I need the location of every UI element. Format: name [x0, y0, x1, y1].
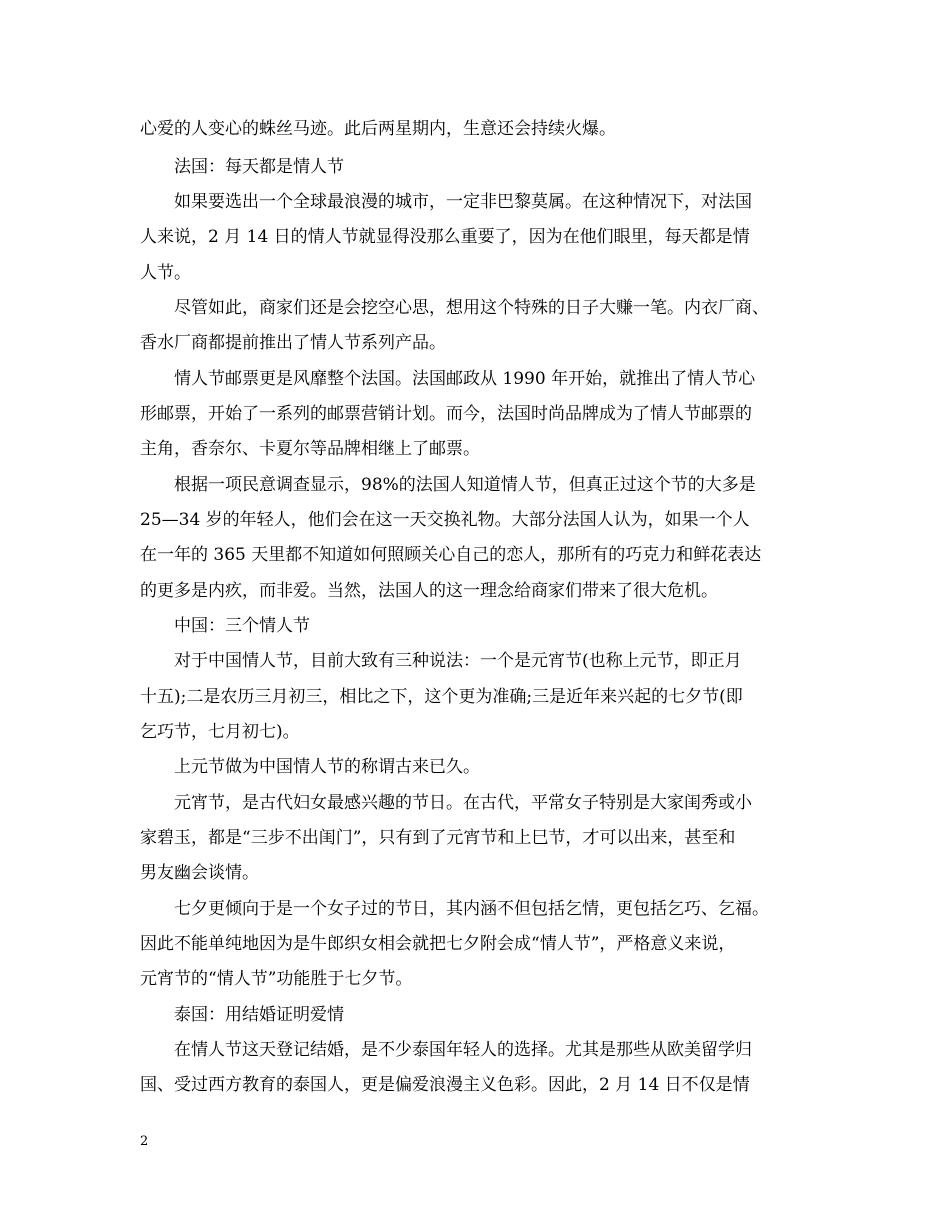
- section-heading-thailand: 泰国：用结婚证明爱情: [140, 1005, 344, 1025]
- paragraph-line: 在一年的 365 天里都不知道如何照顾关心自己的恋人，那所有的巧克力和鲜花表达: [140, 545, 762, 565]
- section-heading-china: 中国：三个情人节: [140, 616, 310, 636]
- paragraph-line: 十五);二是农历三月初三，相比之下，这个更为准确;三是近年来兴起的七夕节(即: [140, 687, 743, 707]
- paragraph-line: 主角，香奈尔、卡夏尔等品牌相继上了邮票。: [140, 439, 480, 459]
- section-heading-france: 法国：每天都是情人节: [140, 157, 344, 177]
- paragraph-line: 根据一项民意调查显示，98%的法国人知道情人节，但真正过这个节的大多是: [140, 475, 756, 495]
- paragraph-line: 元宵节，是古代妇女最感兴趣的节日。在古代，平常女子特别是大家闺秀或小: [140, 793, 752, 813]
- paragraph-line: 因此不能单纯地因为是牛郎织女相会就把七夕附会成“情人节”，严格意义来说，: [140, 934, 736, 954]
- paragraph-line: 香水厂商都提前推出了情人节系列产品。: [140, 333, 446, 353]
- paragraph-line: 国、受过西方教育的泰国人，更是偏爱浪漫主义色彩。因此，2 月 14 日不仅是情: [140, 1075, 750, 1095]
- paragraph-line: 心爱的人变心的蛛丝马迹。此后两星期内，生意还会持续火爆。: [140, 119, 616, 139]
- paragraph-line: 上元节做为中国情人节的称谓古来已久。: [140, 757, 480, 777]
- paragraph-line: 如果要选出一个全球最浪漫的城市，一定非巴黎莫属。在这种情况下，对法国: [140, 192, 752, 212]
- paragraph-line: 家碧玉，都是“三步不出闺门”，只有到了元宵节和上巳节，才可以出来，甚至和: [140, 828, 736, 848]
- paragraph-line: 在情人节这天登记结婚，是不少泰国年轻人的选择。尤其是那些从欧美留学归: [140, 1040, 752, 1060]
- paragraph-line: 形邮票，开始了一系列的邮票营销计划。而今，法国时尚品牌成为了情人节邮票的: [140, 404, 752, 424]
- paragraph-line: 人节。: [140, 263, 191, 283]
- paragraph-line: 的更多是内疚，而非爱。当然，法国人的这一理念给商家们带来了很大危机。: [140, 581, 718, 601]
- paragraph-line: 情人节邮票更是风靡整个法国。法国邮政从 1990 年开始，就推出了情人节心: [140, 369, 756, 389]
- paragraph-line: 七夕更倾向于是一个女子过的节日，其内涵不但包括乞情，更包括乞巧、乞福。: [140, 899, 769, 919]
- paragraph-line: 元宵节的“情人节”功能胜于七夕节。: [140, 969, 413, 989]
- paragraph-line: 男友幽会谈情。: [140, 863, 259, 883]
- paragraph-line: 人来说，2 月 14 日的情人节就显得没那么重要了，因为在他们眼里，每天都是情: [140, 227, 750, 247]
- paragraph-line: 乞巧节，七月初七)。: [140, 722, 300, 742]
- paragraph-line: 对于中国情人节，目前大致有三种说法：一个是元宵节(也称上元节，即正月: [140, 651, 742, 671]
- paragraph-line: 25—34 岁的年轻人，他们会在这一天交换礼物。大部分法国人认为，如果一个人: [140, 510, 750, 530]
- page-number: 2: [140, 1134, 149, 1149]
- paragraph-line: 尽管如此，商家们还是会挖空心思，想用这个特殊的日子大赚一笔。内衣厂商、: [140, 298, 769, 318]
